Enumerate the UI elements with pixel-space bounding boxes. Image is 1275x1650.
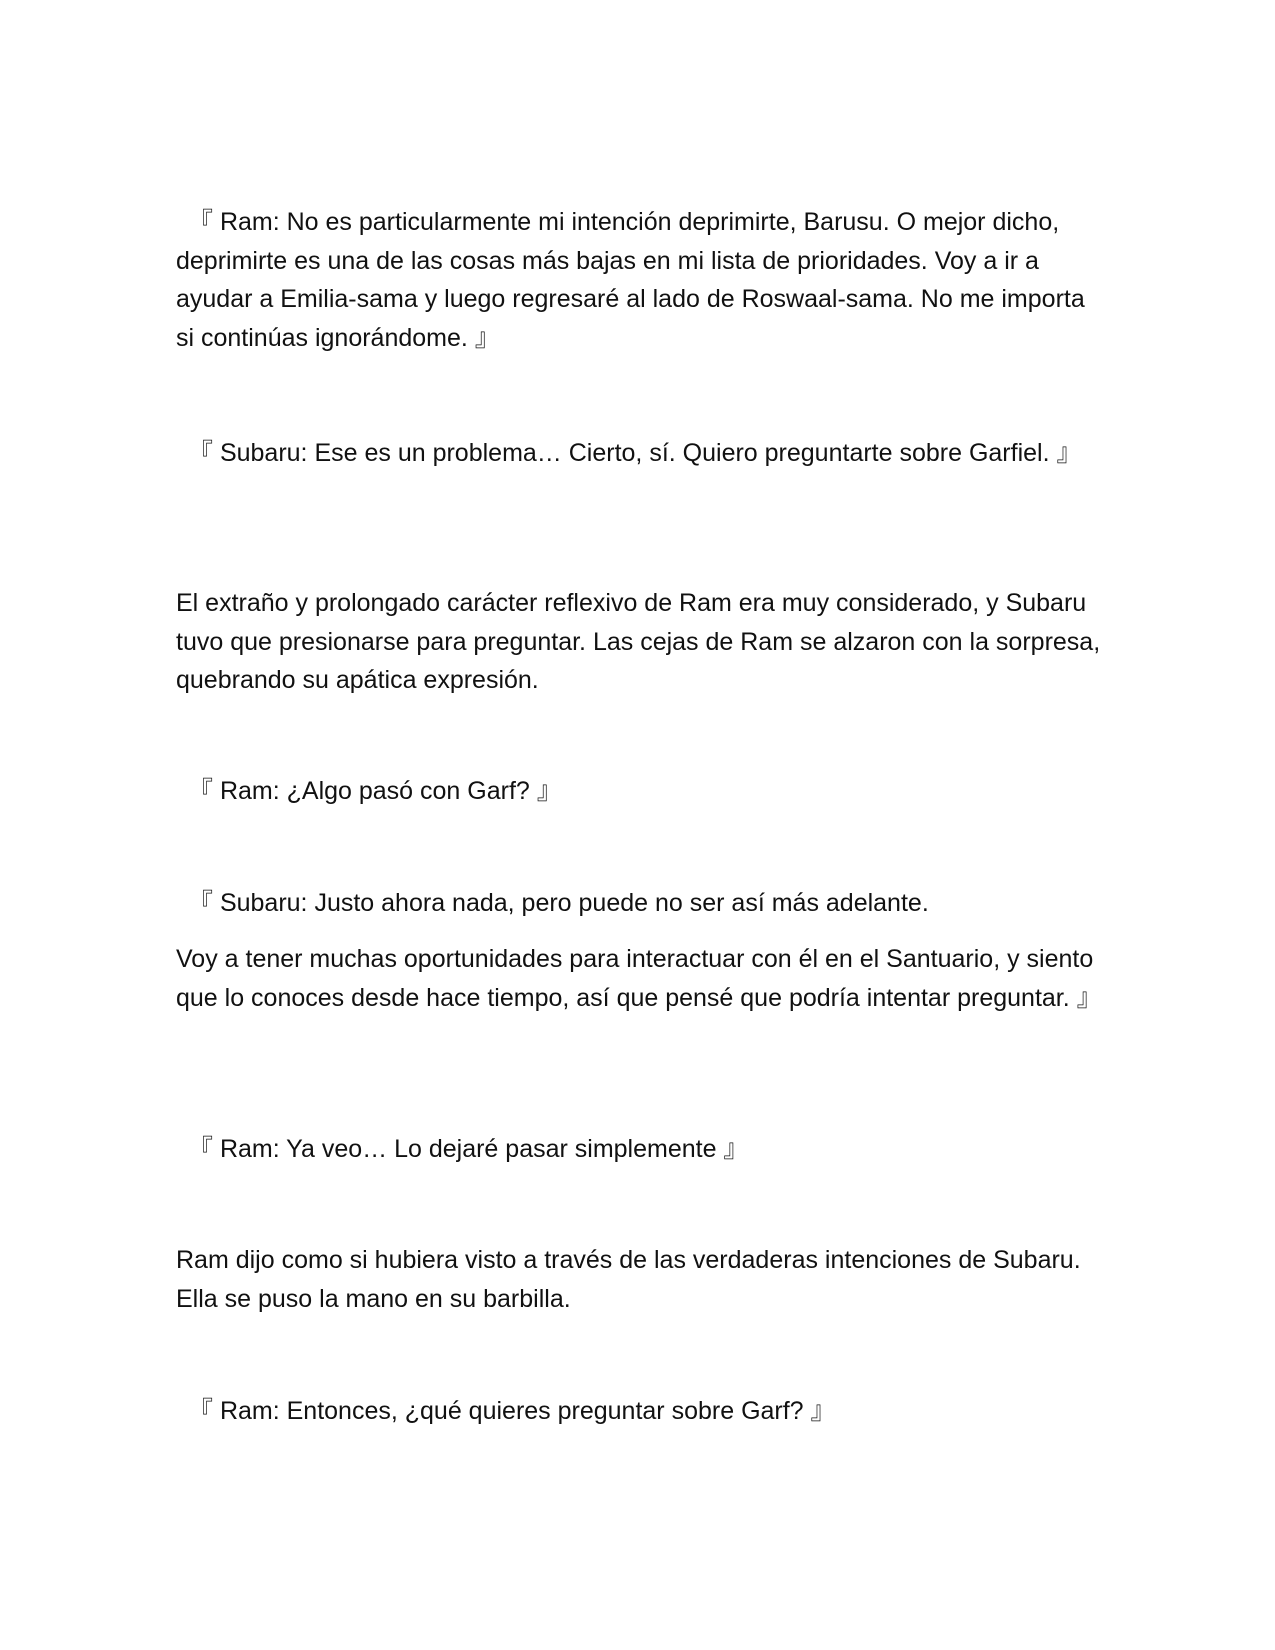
dialogue-paragraph: 『 Ram: Ya veo… Lo dejaré pasar simplemente 』 <box>188 1135 749 1163</box>
dialogue-paragraph: 『 Ram: ¿Algo pasó con Garf? 』 <box>188 777 562 805</box>
narration-paragraph: Voy a tener muchas oportunidades para interactuar con él en el Santuario, y siento que lo conoces desde hace tiempo, así que pensé que podría intentar preguntar. 』 <box>176 945 1102 1012</box>
dialogue-paragraph: 『 Ram: No es particularmente mi intención deprimirte, Barusu. O mejor dicho, deprimirte es una de las cosas más bajas en mi lista de prioridades. Voy a ir a ayudar a Emilia-sama y luego regresaré al lado de Roswaal-sama. No me importa si continúas ignorándome. 』 <box>176 208 1085 352</box>
narration-paragraph: Ram dijo como si hubiera visto a través de las verdaderas intenciones de Subaru. Ella se puso la mano en su barbilla. <box>176 1246 1081 1313</box>
dialogue-paragraph: 『 Subaru: Justo ahora nada, pero puede no ser así más adelante. <box>188 889 929 917</box>
dialogue-paragraph: 『 Subaru: Ese es un problema… Cierto, sí. Quiero preguntarte sobre Garfiel. 』 <box>188 439 1082 467</box>
dialogue-paragraph: 『 Ram: Entonces, ¿qué quieres preguntar sobre Garf? 』 <box>188 1397 836 1425</box>
narration-paragraph: El extraño y prolongado carácter reflexivo de Ram era muy considerado, y Subaru tuvo que presionarse para preguntar. Las cejas de Ram se alzaron con la sorpresa, quebrando su apática expresión. <box>176 589 1101 694</box>
